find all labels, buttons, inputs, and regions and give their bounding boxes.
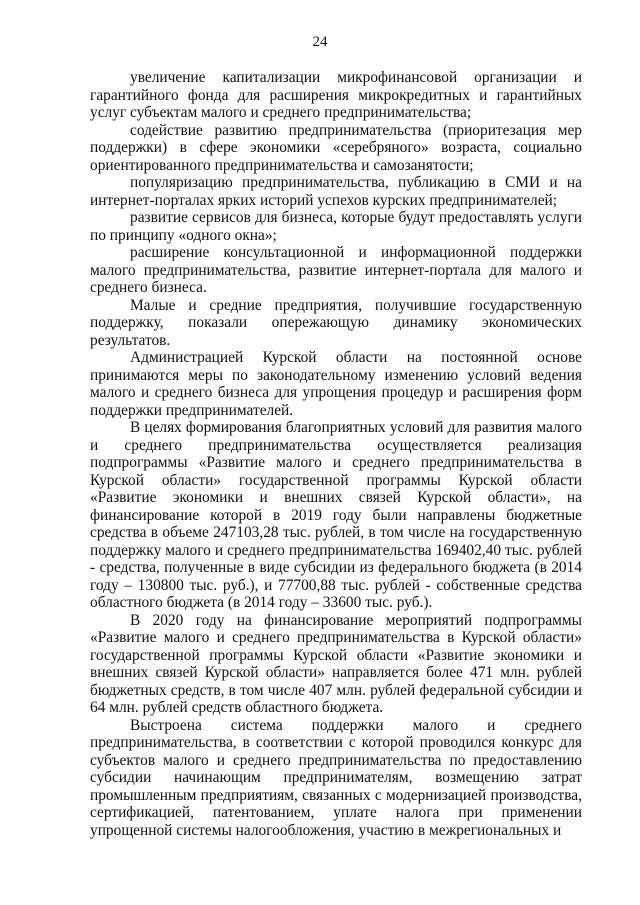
paragraph-consulting-support: расширение консультационной и информационной поддержки малого предпринимательства, развитие интернет-портала для малого и среднего бизнеса.	[90, 244, 582, 296]
paragraph-one-window: развитие сервисов для бизнеса, которые будут предоставлять услуги по принципу «одного окна»;	[90, 209, 582, 244]
paragraph-silver-economy: содействие развитию предпринимательства (приоритезация мер поддержки) в сфере экономики «серебряного» возраста, социально ориентированного предпринимательства и самозанятости;	[90, 121, 582, 174]
paragraph-financing-2020: В 2020 году на финансирование мероприятий подпрограммы «Развитие малого и среднего предпринимательства в Курской области» государственной программы Курской области «Развитие экономики и внешних связей Курской области» направляется более 471 млн. рублей бюджетных средств, в том числе 407 млн. рублей федеральной субсидии и 64 млн. рублей средств областного бюджета.	[90, 611, 582, 716]
paragraph-popularization: популяризацию предпринимательства, публикацию в СМИ и на интернет-порталах ярких историй успехов курских предпринимателей;	[90, 174, 582, 209]
page-number: 24	[312, 34, 328, 50]
paragraph-capitalization: увеличение капитализации микрофинансовой организации и гарантийного фонда для расширения микрокредитных и гарантийных услуг субъектам малого и среднего предпринимательства;	[90, 69, 582, 121]
paragraph-administration-measures: Администрацией Курской области на постоянной основе принимаются меры по законодательному изменению условий ведения малого и среднего бизнеса для упрощения процедур и расширения форм поддержки предпринимателей.	[90, 349, 582, 419]
paragraph-subprogram-2019: В целях формирования благоприятных условий для развития малого и среднего предпринимательства осуществляется реализация подпрограммы «Развитие малого и среднего предпринимательства в Курской области» государственной программы Курской области «Развитие экономики и внешних связей Курской области», на финансирование которой в 2019 году были направлены бюджетные средства в объеме 247103,28 тыс. рублей, в том числе на государственную поддержку малого и среднего предпринимательства 169402,40 тыс. рублей - средства, полученные в виде субсидии из федерального бюджета (в 2014 году – 130800 тыс. руб.), и 77700,88 тыс. рублей - собственные средства областного бюджета (в 2014 году – 33600 тыс. руб.).	[90, 419, 582, 611]
body-text	[90, 69, 582, 839]
paragraph-support-system: Выстроена система поддержки малого и среднего предпринимательства, в соответствии с которой проводился конкурс для субъектов малого и среднего предпринимательства по предоставлению субсидии начинающим предпринимателям, возмещению затрат промышленным предприятиям, связанных с модернизацией производства, сертификацией, патентованием, уплате налога при применении упрощенной системы налогообложения, участию в межрегиональных и	[90, 716, 582, 839]
paragraph-supported-enterprises: Малые и средние предприятия, получившие государственную поддержку, показали опережающую динамику экономических результатов.	[90, 296, 582, 349]
